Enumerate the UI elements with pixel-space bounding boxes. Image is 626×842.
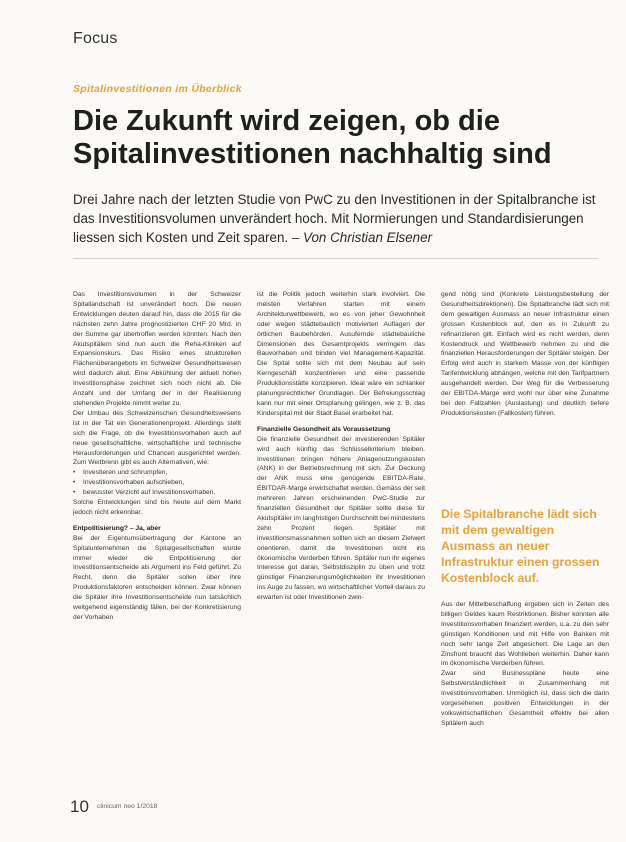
page-number: 10 — [70, 797, 89, 816]
column-3-continued — [441, 600, 609, 729]
list-item: • bewusster Verzicht auf Investitionsvorhaben. — [73, 488, 241, 498]
column-2 — [257, 290, 425, 603]
paragraph: Aus der Mittelbeschaffung ergeben sich in Zeiten des billigen Geldes kaum Restriktionen. Bisher konnten alle Investitionsvorhaben finanziert werden, u.a. zu den sehr günstigen Konditionen und mit Hilfe von Banken mit noch sehr lange Zeit abgesichert. Die Lage an den Zinsfront braucht das Wohlleben weiterhin. Daher kann im ökonomische Verderben führen. — [441, 601, 609, 668]
paragraph: Der Umbau des Schweizerischen Gesundheitswesens ist in der Tat ein Generationenprojekt. Allerdings stellt sich die Frage, ob die Investitionsvorhaben auch auf neue gesellschaftliche, wirtschaftliche und technische Herausforderungen und Chancen ausgerichtet werden. Zum Weitbrenn gibt es auch Alternativen, wie: — [73, 409, 241, 467]
paragraph: Zwar sind Businesspläne heute eine Selbstverständlichkeit in Zusammenhang mit Investitionsvorhaben. Unmöglich ist, dass sich die darin vorgesehenen positiven Entwicklungen in der volkswirtschaftlichen Gesamtheit effektiv bei allen Spitälern auch — [441, 670, 609, 727]
paragraph: gend nötig sind (Konkrete Leistungsbestellung der Gesundheitsdirektionen). Die Spitalbranche lädt sich mit dem gewaltigen Ausmass an neuer Infrastruktur einen grossen Kostenblock auf, den es in Zukunft zu refinanzieren gilt. Einfach wird es nicht werden, denn Kostendruck und Wettbewerb nehmen zu und die finanziellen Herausforderungen der Spitäler steigen. Der Erfolg wird auch in starkem Masse von der künftigen Tarifentwicklung abhängen, welche mit den Tarifpartnern ausgehandelt werden. Der Weg für die Verbesserung der EBITDA-Marge wird wohl nur über eine Zunahme bei den Fallzahlen (Auslastung) und deutlich tiefere Produktionskosten (Fallkosten) führen. — [441, 291, 609, 417]
subheading: Entpolitisierung? – Ja, aber — [73, 524, 161, 532]
paragraph: Das Investitionsvolumen in der Schweizer Spitallandschaft ist unverändert hoch. Die neuen Entwicklungen deuten darauf hin, dass die 2015 für die nächsten zehn Jahre prognostizierten CHF 20 Mrd. in der Summe gar übertroffen werden könnten. Nach den Akutspitälern sind nun auch die Reha-Kliniken auf Expansionskurs. Das Risiko eines strukturellen Flächenüberangebots im Schweizer Gesundheitswesen wird dadurch akut. Eine Abkühlung der aktuell hohen Investitionsphase zeichnet sich noch nicht ab. Die Anzahl und der Umfang der in der Realisierung stehenden Projekte nimmt weiter zu. — [73, 291, 241, 407]
byline: – Von Christian Elsener — [291, 230, 433, 245]
paragraph: Bei der Eigentumsübertragung der Kantone an Spitalunternehmen die Spitalgesellschaften wurde immer wieder die Entpolitisierung der Investitionsentscheide als Argument ins Feld geführt. Zu Recht, denn die Spitäler sollen über ihre Produktionsfaktoren entscheiden können. Zwar können die Spitäler ihre Investitionsentscheide nun tatsächlich weitgehend eigenständig fällen, bei der Konkretisierung der Vorhaben — [73, 534, 241, 621]
paragraph: ist die Politik jedoch weiterhin stark involviert. Die meisten Verfahren starten mit einem Architekturwettbewerb, wo es von jeher Gewohnheit oder wegen städtebaulich motivierten Auflagen der örtlichen Baubehörden. Ausufernde städtebauliche Dimensionen des Gesamtprojekts verringern das Bauvorhaben und binden viel Management-Kapazität. Die Spital sollte sich mit dem Neubau auf sein Kerngeschäft konzentrieren und eine passende Produktionsstätte konzipieren. Ideal wäre ein schlanker planungsrechtlicher Grundlagen. Der Befreiungsschlag kann nur mit einer Ortsplanung gelingen, wie z. B. das Kinderspital mit der Stadt Basel erarbeitet hat. — [257, 291, 425, 417]
subheading: Finanzielle Gesundheit als Voraussetzung — [257, 425, 391, 433]
lead-text: Drei Jahre nach der letzten Studie von PwC zu den Investitionen in der Spitalbranche ist das Investitionsvolumen unverändert hoch. Mit Normierungen und Standardisierungen liessen sich Kosten und Zeit sparen. — [73, 192, 596, 245]
list-item: • Investitionsvorhaben aufschieben, — [73, 478, 241, 488]
pull-quote: Die Spitalbranche lädt sich mit dem gewaltigen Ausmass an neuer Infrastruktur einen grossen Kostenblock auf. — [441, 507, 600, 585]
column-1 — [73, 290, 241, 623]
publication-name: clinicum neo 1/2018 — [97, 803, 158, 810]
divider — [73, 258, 598, 259]
column-3 — [441, 290, 609, 419]
list-item: • Investieren und schrumpfen, — [73, 468, 241, 478]
paragraph: Solche Entwicklungen sind bis heute auf dem Markt jedoch nicht erkennbar. — [73, 499, 241, 516]
bullet-list — [73, 468, 241, 498]
paragraph: Die finanzielle Gesundheit der investierenden Spitäler wird auch künftig das Schlüsselkriterium bleiben. Investitionen bringen höhere Anlagenutzungskosten (ANK) in der Betriebsrechnung mit sich. Zur Deckung der ANK muss eine genügende EBITDA-Rate, EBITDAR-Marge erwirtschaftet werden. Gemäss der seit mehreren Jahren erscheinenden PwC-Studie zur finanziellen Gesundheit der Spitäler sollte diese für Akutspitäler im langfristigen Durchschnitt bei mindestens zehn Prozent liegen. Spitäler mit investitionsmassnahmen sollten sich an diesem Zielwert orientieren, damit die Investitionen nicht ins ökonomische Verderben führen. Spitäler nun ihr eigenes Interesse gut daran, Selbstdisziplin zu üben und trotz günstiger Finanzierungsmöglichkeiten ihr Investitionen ins Auge zu fassen, wo wirtschaftlicher Vorteil daraus zu erwarten ist oder Investitionen zwin- — [257, 435, 425, 602]
kicker: Spitalinvestitionen im Überblick — [73, 83, 242, 95]
lead-paragraph — [73, 190, 598, 247]
headline: Die Zukunft wird zeigen, ob die Spitalinvestitionen nachhaltig sind — [73, 105, 552, 170]
section-label: Focus — [73, 30, 118, 47]
